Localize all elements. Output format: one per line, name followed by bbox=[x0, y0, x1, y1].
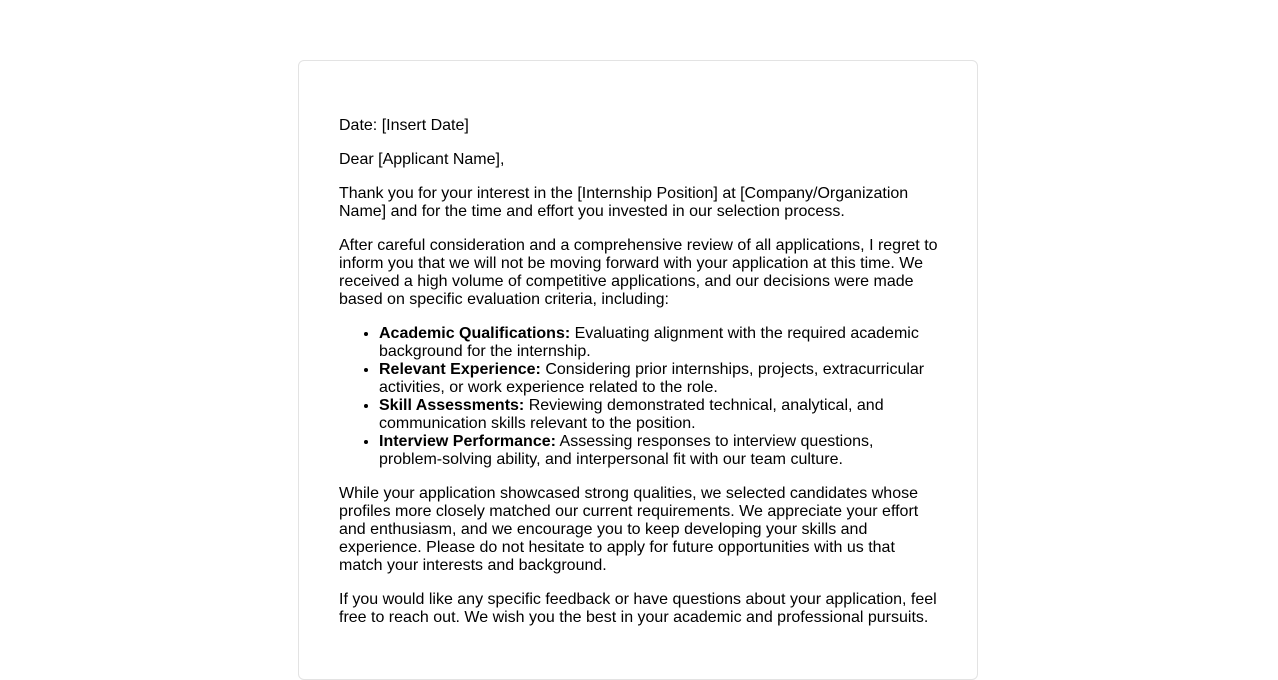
criteria-term: Relevant Experience: bbox=[379, 361, 541, 378]
letter-body bbox=[339, 117, 939, 627]
letter-date: Date: [Insert Date] bbox=[339, 117, 469, 134]
evaluation-criteria-list bbox=[339, 325, 939, 469]
letter-salutation: Dear [Applicant Name], bbox=[339, 151, 505, 168]
criteria-term: Skill Assessments: bbox=[379, 397, 525, 414]
criteria-list-item bbox=[379, 361, 939, 397]
letter-closing-paragraph: If you would like any specific feedback or have questions about your application, feel free to reach out. We wish you the best in your academic and professional pursuits. bbox=[339, 591, 937, 626]
criteria-list-item bbox=[379, 433, 939, 469]
letter-encouragement-paragraph: While your application showcased strong qualities, we selected candidates whose profiles more closely matched our current requirements. We appreciate your effort and enthusiasm, and we encourage you to keep developing your skills and experience. Please do not hesitate to apply for future opportunities with us that match your interests and background. bbox=[339, 485, 919, 574]
criteria-term: Academic Qualifications: bbox=[379, 325, 571, 342]
criteria-description: Assessing responses to interview questions, problem-solving ability, and interpersonal fit with our team culture. bbox=[379, 433, 874, 468]
criteria-term: Interview Performance: bbox=[379, 433, 556, 450]
criteria-description: Reviewing demonstrated technical, analytical, and communication skills relevant to the position. bbox=[379, 397, 884, 432]
criteria-description: Considering prior internships, projects, extracurricular activities, or work experience related to the role. bbox=[379, 361, 925, 396]
letter-intro-paragraph: Thank you for your interest in the [Internship Position] at [Company/Organization Name] and for the time and effort you invested in our selection process. bbox=[339, 185, 909, 220]
criteria-list-item bbox=[379, 325, 939, 361]
criteria-description: Evaluating alignment with the required academic background for the internship. bbox=[379, 325, 919, 360]
criteria-list-item bbox=[379, 397, 939, 433]
letter-card bbox=[298, 60, 978, 680]
letter-decision-paragraph: After careful consideration and a comprehensive review of all applications, I regret to inform you that we will not be moving forward with your application at this time. We received a high volume of competitive applications, and our decisions were made based on specific evaluation criteria, including: bbox=[339, 237, 938, 308]
